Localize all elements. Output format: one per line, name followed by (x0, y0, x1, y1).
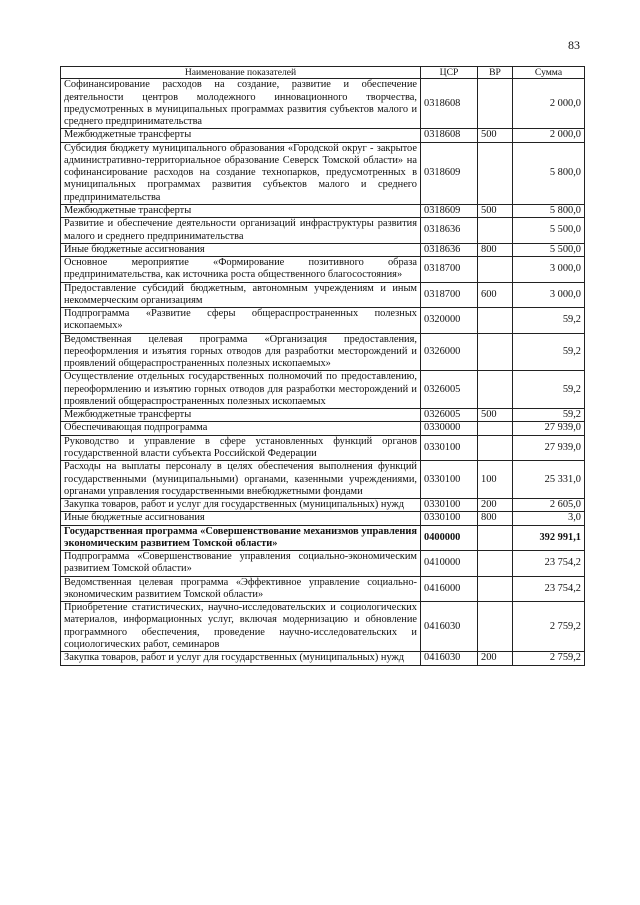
budget-table (60, 66, 585, 666)
cell-name: Предоставление субсидий бюджетным, автономным учреждениям и иным некоммерческим организациям (61, 282, 421, 308)
cell-sum: 23 754,2 (513, 576, 585, 602)
cell-sum: 2 605,0 (513, 499, 585, 512)
cell-name: Основное мероприятие «Формирование позитивного образа предпринимательства, как источника роста общественного благосостояния» (61, 257, 421, 283)
table-row (61, 142, 585, 204)
table-row (61, 422, 585, 435)
cell-csr: 0318609 (421, 204, 478, 217)
cell-csr: 0330000 (421, 422, 478, 435)
cell-sum: 27 939,0 (513, 435, 585, 461)
cell-name: Субсидия бюджету муниципального образования «Городской округ - закрытое административно-территориальное образование Северск Томской области» на софинансирование расходов на создание технопарков, предусмотренных в муниципальных программах развития субъектов малого и среднего предпринимательства (61, 142, 421, 204)
cell-csr: 0318636 (421, 218, 478, 244)
table-row (61, 371, 585, 409)
cell-name: Обеспечивающая подпрограмма (61, 422, 421, 435)
cell-vr (478, 79, 513, 129)
cell-csr: 0330100 (421, 512, 478, 525)
cell-csr: 0318609 (421, 142, 478, 204)
cell-vr: 500 (478, 129, 513, 142)
cell-csr: 0400000 (421, 525, 478, 551)
cell-name: Расходы на выплаты персоналу в целях обеспечения выполнения функций государственными (муниципальными) органами, казенными учреждениями, органами управления государственными внебюджетными фондами (61, 461, 421, 499)
cell-sum: 5 500,0 (513, 243, 585, 256)
table-row (61, 204, 585, 217)
cell-name: Развитие и обеспечение деятельности организаций инфраструктуры развития малого и среднего предпринимательства (61, 218, 421, 244)
table-row (61, 652, 585, 665)
cell-sum: 2 000,0 (513, 79, 585, 129)
cell-csr: 0330100 (421, 435, 478, 461)
cell-name: Иные бюджетные ассигнования (61, 512, 421, 525)
cell-vr: 200 (478, 652, 513, 665)
table-row (61, 129, 585, 142)
table-row (61, 602, 585, 652)
cell-vr: 800 (478, 512, 513, 525)
cell-sum: 23 754,2 (513, 551, 585, 577)
table-row (61, 308, 585, 334)
cell-name: Государственная программа «Совершенствование механизмов управления экономическим развитием Томской области» (61, 525, 421, 551)
cell-name: Межбюджетные трансферты (61, 129, 421, 142)
cell-vr: 600 (478, 282, 513, 308)
cell-vr (478, 333, 513, 371)
header-vr: ВР (478, 67, 513, 79)
cell-vr (478, 576, 513, 602)
cell-vr: 200 (478, 499, 513, 512)
table-row (61, 525, 585, 551)
cell-vr: 100 (478, 461, 513, 499)
cell-csr: 0416030 (421, 652, 478, 665)
table-row (61, 551, 585, 577)
table-row (61, 243, 585, 256)
cell-name: Осуществление отдельных государственных полномочий по предоставлению, переоформлению и изъятию горных отводов для разработки месторождений и проявлений общераспространенных полезных ископаемых (61, 371, 421, 409)
table-row (61, 499, 585, 512)
header-name: Наименование показателей (61, 67, 421, 79)
table-row (61, 218, 585, 244)
cell-sum: 3 000,0 (513, 282, 585, 308)
cell-csr: 0410000 (421, 551, 478, 577)
cell-sum: 59,2 (513, 308, 585, 334)
cell-name: Ведомственная целевая программа «Эффективное управление социально-экономическим развитием Томской области» (61, 576, 421, 602)
table-row (61, 461, 585, 499)
cell-sum: 392 991,1 (513, 525, 585, 551)
header-sum: Сумма (513, 67, 585, 79)
cell-sum: 3 000,0 (513, 257, 585, 283)
cell-csr: 0416000 (421, 576, 478, 602)
cell-vr (478, 551, 513, 577)
cell-csr: 0416030 (421, 602, 478, 652)
cell-vr (478, 218, 513, 244)
cell-name: Софинансирование расходов на создание, развитие и обеспечение деятельности центров молодежного инновационного творчества, предусмотренных в муниципальных программах развития субъектов малого и среднего предпринимательства (61, 79, 421, 129)
page-number: 83 (568, 38, 580, 52)
table-row (61, 435, 585, 461)
cell-vr (478, 371, 513, 409)
cell-sum: 2 759,2 (513, 602, 585, 652)
table-row (61, 282, 585, 308)
table-row (61, 79, 585, 129)
cell-csr: 0326005 (421, 409, 478, 422)
cell-csr: 0320000 (421, 308, 478, 334)
cell-vr (478, 257, 513, 283)
cell-sum: 59,2 (513, 409, 585, 422)
cell-vr: 500 (478, 204, 513, 217)
cell-vr (478, 435, 513, 461)
table-body (61, 79, 585, 665)
cell-sum: 59,2 (513, 333, 585, 371)
cell-csr: 0318700 (421, 282, 478, 308)
cell-csr: 0318636 (421, 243, 478, 256)
cell-name: Закупка товаров, работ и услуг для государственных (муниципальных) нужд (61, 652, 421, 665)
cell-sum: 3,0 (513, 512, 585, 525)
cell-name: Подпрограмма «Развитие сферы общераспространенных полезных ископаемых» (61, 308, 421, 334)
cell-csr: 0318608 (421, 79, 478, 129)
table-row (61, 257, 585, 283)
cell-vr (478, 142, 513, 204)
cell-sum: 2 000,0 (513, 129, 585, 142)
cell-sum: 59,2 (513, 371, 585, 409)
cell-name: Закупка товаров, работ и услуг для государственных (муниципальных) нужд (61, 499, 421, 512)
table-row (61, 333, 585, 371)
table-row (61, 409, 585, 422)
cell-name: Межбюджетные трансферты (61, 204, 421, 217)
cell-vr (478, 602, 513, 652)
table-row (61, 512, 585, 525)
cell-csr: 0318608 (421, 129, 478, 142)
cell-sum: 25 331,0 (513, 461, 585, 499)
cell-name: Ведомственная целевая программа «Организация предоставления, переоформления и изъятия горных отводов для разработки месторождений и проявлений общераспространенных полезных ископаемых» (61, 333, 421, 371)
cell-vr (478, 308, 513, 334)
cell-name: Иные бюджетные ассигнования (61, 243, 421, 256)
cell-name: Приобретение статистических, научно-исследовательских и социологических материалов, информационных услуг, включая модернизацию и обновление программного обеспечения, проведение научно-исследовательских и социологических работ, семинаров (61, 602, 421, 652)
cell-sum: 5 500,0 (513, 218, 585, 244)
cell-name: Руководство и управление в сфере установленных функций органов государственной власти субъекта Российской Федерации (61, 435, 421, 461)
cell-name: Подпрограмма «Совершенствование управления социально-экономическим развитием Томской области» (61, 551, 421, 577)
table-row (61, 576, 585, 602)
cell-vr: 800 (478, 243, 513, 256)
cell-csr: 0330100 (421, 499, 478, 512)
cell-vr (478, 422, 513, 435)
cell-sum: 5 800,0 (513, 204, 585, 217)
cell-csr: 0318700 (421, 257, 478, 283)
cell-csr: 0326005 (421, 371, 478, 409)
cell-name: Межбюджетные трансферты (61, 409, 421, 422)
header-csr: ЦСР (421, 67, 478, 79)
cell-vr (478, 525, 513, 551)
cell-csr: 0330100 (421, 461, 478, 499)
cell-vr: 500 (478, 409, 513, 422)
cell-sum: 27 939,0 (513, 422, 585, 435)
cell-sum: 2 759,2 (513, 652, 585, 665)
table-header-row (61, 67, 585, 79)
cell-sum: 5 800,0 (513, 142, 585, 204)
cell-csr: 0326000 (421, 333, 478, 371)
